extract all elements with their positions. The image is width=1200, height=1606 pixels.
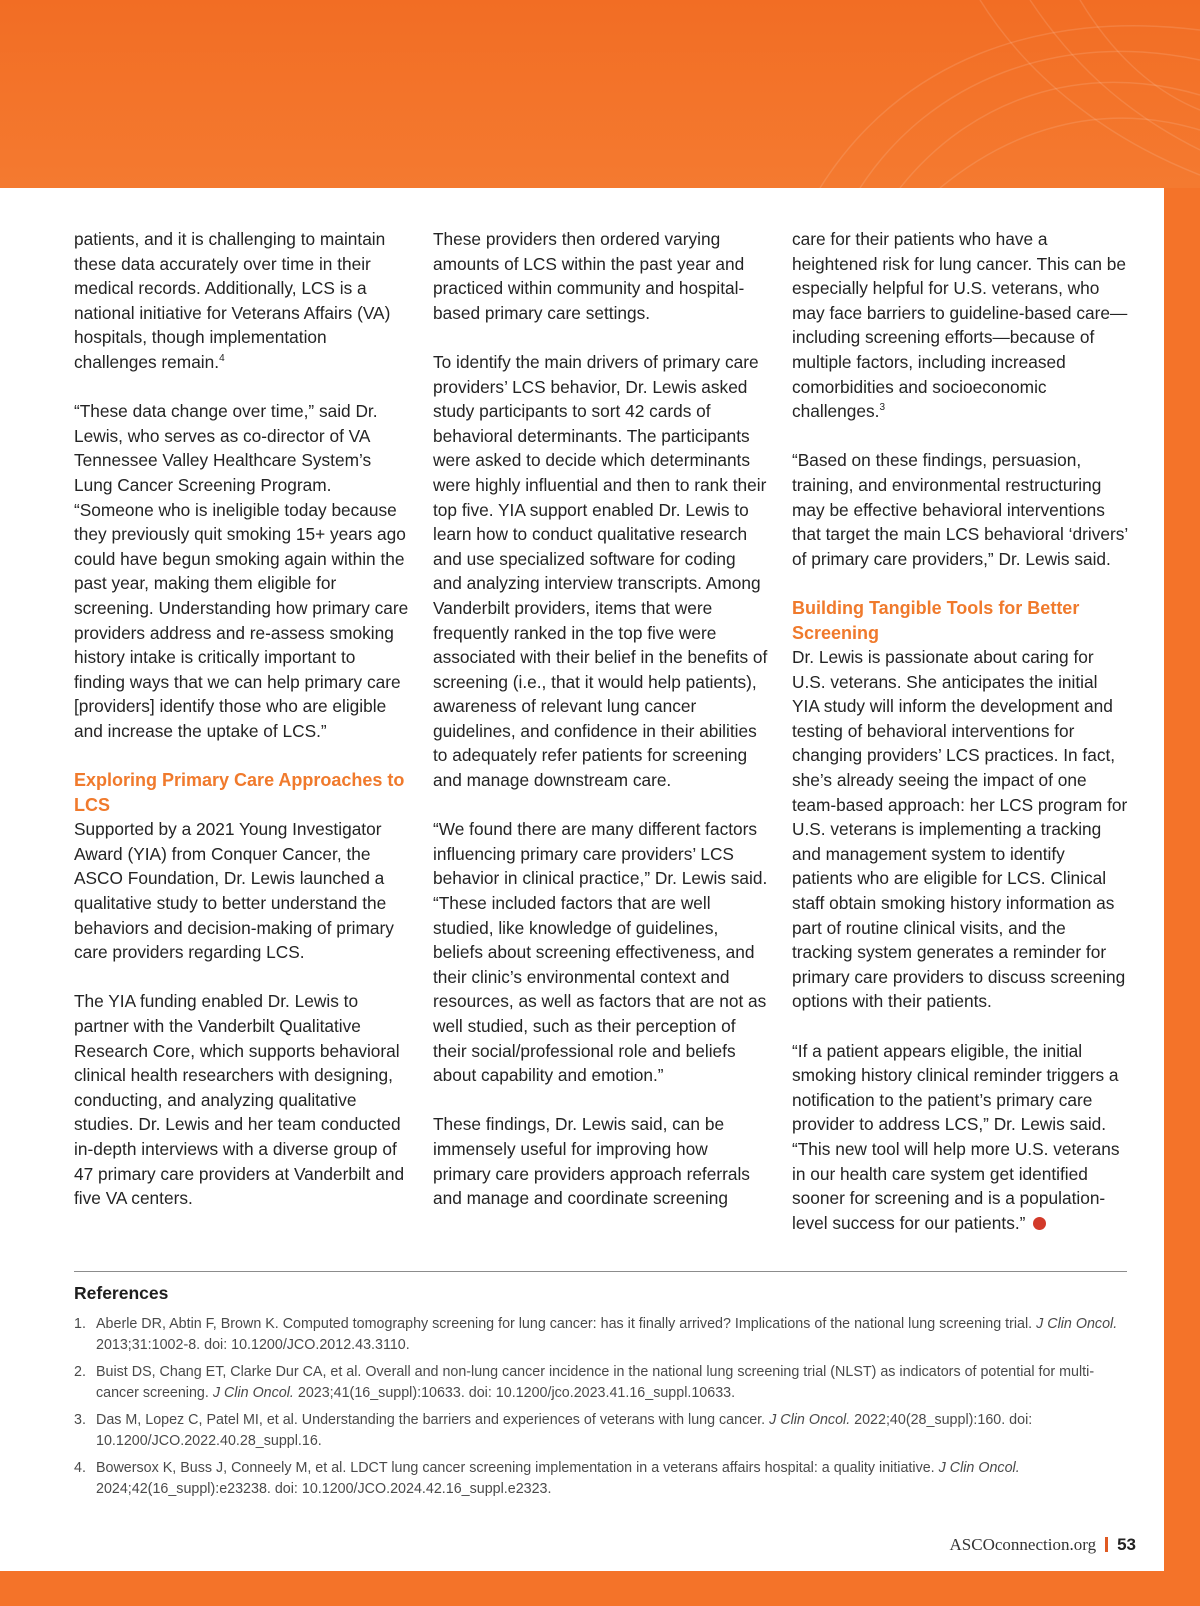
banner-swirl-graphic (780, 0, 1200, 188)
page-footer (950, 1535, 1136, 1555)
header-banner (0, 0, 1200, 188)
paragraph: To identify the main drivers of primary care providers’ LCS behavior, Dr. Lewis asked study participants to sort 42 cards of behavioral determinants. The participants were asked to decide which determinants were highly influential and then to rank their top five. YIA support enabled Dr. Lewis to learn how to conduct qualitative research and use specialized software for coding and analyzing interview transcripts. Among Vanderbilt providers, items that were frequently ranked in the top five were associated with their belief in the benefits of screening (i.e., that it would help patients), awareness of relevant lung cancer guidelines, and confidence in their abilities to adequately refer patients for screening and manage downstream care. (433, 351, 768, 791)
references-list (74, 1314, 1127, 1499)
paragraph: “If a patient appears eligible, the initial smoking history clinical reminder triggers a notification to the patient’s primary care provider to address LCS,” Dr. Lewis said. “This new tool will help more U.S. veterans in our health care system get identified sooner for screening and is a population-level success for our patients.” (792, 1040, 1120, 1233)
paragraph: “We found there are many different factors influencing primary care providers’ LCS behavior in clinical practice,” Dr. Lewis said. “These included factors that are well studied, like knowledge of guidelines, beliefs about screening effectiveness, and their clinic’s environmental context and resources, as well as factors that are not as well studied, such as their perception of their social/professional role and beliefs about capability and emotion.” (433, 819, 768, 1086)
paragraph: Dr. Lewis is passionate about caring for U.S. veterans. She anticipates the initial YIA study will inform the development and testing of behavioral interventions for changing providers’ LCS practices. In fact, she’s already seeing the impact of one team-based approach: her LCS program for U.S. veterans is implementing a tracking and management system to identify patients who are eligible for LCS. Clinical staff obtain smoking history information as part of routine clinical visits, and the tracking system generates a reminder for primary care providers to discuss screening options with their patients. (792, 647, 1128, 1012)
footer-divider (1105, 1537, 1108, 1552)
divider (74, 1271, 1127, 1272)
column-3 (792, 227, 1128, 1235)
paragraph: “These data change over time,” said Dr. Lewis, who serves as co-director of VA Tennessee Valley Healthcare System’s Lung Cancer Screening Program. “Someone who is ineligible today because they previously quit smoking 15+ years ago could have begun smoking again within the past year, making them eligible for screening. Understanding how primary care providers address and re-assess smoking history intake is critically important to finding ways that we can help primary care [providers] identify those who are eligible and increase the uptake of LCS.” (74, 401, 409, 741)
footnote-ref: 3 (879, 402, 885, 414)
paragraph: These providers then ordered varying amounts of LCS within the past year and practiced within community and hospital-based primary care settings. (433, 229, 745, 323)
end-of-article-icon (1033, 1217, 1046, 1230)
page-number: 53 (1117, 1535, 1136, 1554)
paragraph: “Based on these findings, persuasion, training, and environmental restructuring may be effective behavioral interventions that target the main LCS behavioral ‘drivers’ of primary care providers,” Dr. Lewis said. (792, 450, 1128, 569)
paragraph: The YIA funding enabled Dr. Lewis to partner with the Vanderbilt Qualitative Research Core, which supports behavioral clinical health researchers with designing, conducting, and analyzing qualitative studies. Dr. Lewis and her team conducted in-depth interviews with a diverse group of 47 primary care providers at Vanderbilt and five VA centers. (74, 991, 405, 1209)
reference-item: 1. Aberle DR, Abtin F, Brown K. Computed tomography screening for lung cancer: has it finally arrived? Implications of the national lung screening trial. J Clin Oncol. 2013;31:1002-8. doi: 10.1200/JCO.2012.43.3110. (74, 1316, 1118, 1353)
reference-item: 3. Das M, Lopez C, Patel MI, et al. Understanding the barriers and experiences of veterans with lung cancer. J Clin Oncol. 2022;40(28_suppl):160. doi: 10.1200/JCO.2022.40.28_suppl.16. (74, 1412, 1033, 1449)
references-title: References (74, 1283, 169, 1303)
section-heading: Exploring Primary Care Approaches to LCS (74, 770, 405, 815)
site-name: ASCOconnection.org (949, 1535, 1097, 1554)
references-section (74, 1282, 1127, 1506)
reference-item: 2. Buist DS, Chang ET, Clarke Dur CA, et al. Overall and non-lung cancer incidence in the national lung screening trial (NLST) as indicators of potential for multi-cancer screening. J Clin Oncol. 2023;41(16_suppl):10633. doi: 10.1200/jco.2023.41.16_suppl.10633. (74, 1364, 1095, 1401)
column-1 (74, 227, 410, 1211)
paragraph: patients, and it is challenging to maintain these data accurately over time in their medical records. Additionally, LCS is a national initiative for Veterans Affairs (VA) hospitals, though implementation challenges remain.$^4$ (74, 229, 391, 372)
paragraph: These findings, Dr. Lewis said, can be immensely useful for improving how primary care providers approach referrals and manage and coordinate screening (433, 1114, 750, 1209)
footnote-ref: 4 (219, 353, 225, 365)
paragraph: care for their patients who have a heightened risk for lung cancer. This can be especially helpful for U.S. veterans, who may face barriers to guideline-based care—including screening efforts—because of multiple factors, including increased comorbidities and socioeconomic challenges.$^3$ (792, 229, 1128, 422)
column-2 (433, 227, 769, 1211)
bottom-band (0, 1571, 1200, 1606)
paragraph: Supported by a 2021 Young Investigator Award (YIA) from Conquer Cancer, the ASCO Foundation, Dr. Lewis launched a qualitative study to better understand the behaviors and decision-making of primary care providers regarding LCS. (74, 819, 394, 963)
reference-item: 4. Bowersox K, Buss J, Conneely M, et al. LDCT lung cancer screening implementation in a veterans affairs hospital: a quality initiative. J Clin Oncol. 2024;42(16_suppl):e23238. doi: 10.1200/JCO.2024.42.16_suppl.e2323. (74, 1460, 1020, 1497)
section-heading: Building Tangible Tools for Better Screening (792, 597, 1080, 643)
